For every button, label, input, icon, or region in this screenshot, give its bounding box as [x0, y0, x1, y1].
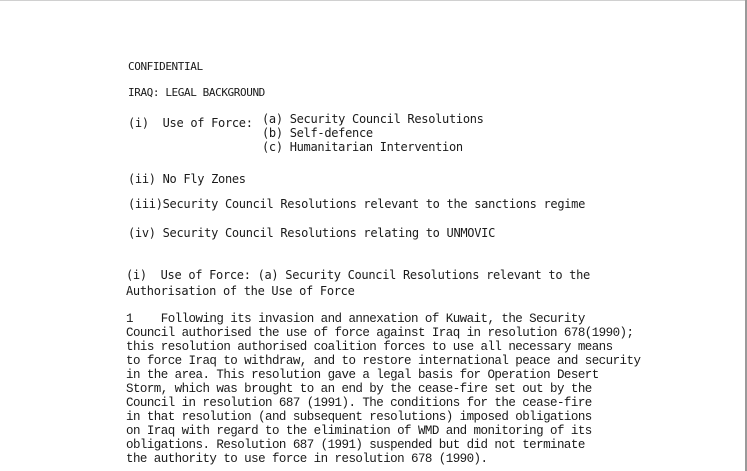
contents-item-i-a: (a) Security Council Resolutions: [262, 112, 484, 126]
paragraph-line: obligations. Resolution 687 (1991) suspended but did not terminate: [126, 438, 585, 452]
paragraph-line: in the area. This resolution gave a legal basis for Operation Desert: [126, 368, 599, 382]
section-heading-line-2: Authorisation of the Use of Force: [126, 284, 355, 298]
classification-label: CONFIDENTIAL: [128, 60, 203, 73]
paragraph-line: this resolution authorised coalition forces to use all necessary means: [126, 340, 613, 354]
contents-item-i-c: (c) Humanitarian Intervention: [262, 140, 463, 154]
contents-item-i-b: (b) Self-defence: [262, 126, 373, 140]
paragraph-line: in that resolution (and subsequent resolutions) imposed obligations: [126, 410, 592, 424]
paragraph-line: Council in resolution 687 (1991). The conditions for the cease-fire: [126, 396, 592, 410]
page-top-edge: [0, 0, 747, 1]
paragraph-line: Council authorised the use of force against Iraq in resolution 678(1990);: [126, 326, 634, 340]
paragraph-line: Storm, which was brought to an end by the cease-fire set out by the: [126, 382, 592, 396]
contents-item-i-label: (i) Use of Force:: [128, 116, 253, 130]
contents-item-iii: (iii)Security Council Resolutions relevant to the sanctions regime: [128, 197, 586, 211]
paragraph-line: the authority to use force in resolution 678 (1990).: [126, 452, 488, 466]
paragraph-line: to force Iraq to withdraw, and to restore international peace and security: [126, 354, 641, 368]
paragraph-line: on Iraq with regard to the elimination of WMD and monitoring of its: [126, 424, 592, 438]
contents-item-ii: (ii) No Fly Zones: [128, 172, 246, 186]
contents-item-iv: (iv) Security Council Resolutions relating to UNMOVIC: [128, 226, 496, 240]
paragraph-line: 1 Following its invasion and annexation of Kuwait, the Security: [126, 312, 585, 326]
document-title: IRAQ: LEGAL BACKGROUND: [128, 86, 265, 99]
section-heading-line-1: (i) Use of Force: (a) Security Council Resolutions relevant to the: [126, 268, 590, 282]
